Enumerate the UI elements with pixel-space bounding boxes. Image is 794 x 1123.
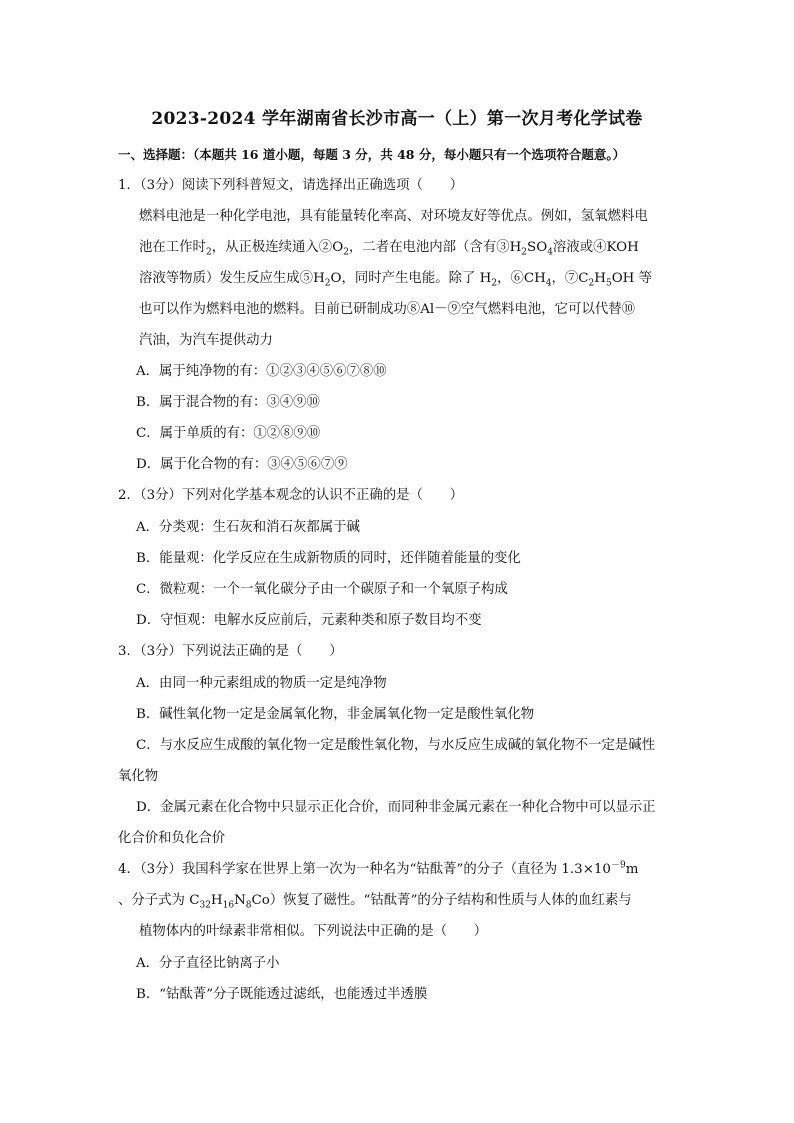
question-2-option-b: B．能量观：化学反应在生成新物质的同时，还伴随着能量的变化 bbox=[136, 551, 521, 566]
question-1-passage-line-1: 燃料电池是一种化学电池，具有能量转化率高、对环境友好等优点。例如，氢氧燃料电 bbox=[139, 209, 648, 224]
section-heading: 一、选择题：（本题共 16 道小题，每题 3 分，共 48 分，每小题只有一个选项符合题意。） bbox=[118, 147, 626, 162]
question-1-stem: 1．（3分）阅读下列科普短文，请选择出正确选项（ ） bbox=[118, 178, 464, 193]
question-1-passage-line-5: 汽油，为汽车提供动力 bbox=[139, 333, 273, 348]
question-4-stem-line-3: 植物体内的叶绿素非常相似。下列说法中正确的是（ ） bbox=[139, 924, 488, 939]
question-4-stem-line-2: 、分子式为 $C_{32}H_{16}N_8Co$）恢复了磁性。“钴酞菁”的分子结构和性质与人体的血红素与 bbox=[118, 893, 632, 911]
question-3-option-a: A．由同一种元素组成的物质一定是纯净物 bbox=[136, 676, 387, 691]
question-3-option-d-line-1: D．金属元素在化合物中只显示正化合价，而同种非金属元素在一种化合物中可以显示正 bbox=[136, 800, 656, 815]
question-1-option-b: B．属于混合物的有：③④⑨⑩ bbox=[136, 395, 320, 410]
question-1-option-d: D．属于化合物的有：③④⑤⑥⑦⑨ bbox=[136, 457, 348, 472]
question-1-option-a: A．属于纯净物的有：①②③④⑤⑥⑦⑧⑩ bbox=[136, 364, 387, 379]
question-1-passage-line-2: 池在工作时$_2$，从正极连续通入$②O_2$，二者在电池内部（含有$③H_2SO_4$溶液或④KOH bbox=[139, 240, 639, 258]
question-3-option-c-line-2: 氧化物 bbox=[118, 769, 159, 784]
question-4-stem-line-1: 4．（3分）我国科学家在世界上第一次为一种名为“钴酞菁”的分子（直径为 $1.3\times 10^{-9}m$ bbox=[118, 860, 639, 877]
question-1-option-c: C．属于单质的有：①②⑧⑨⑩ bbox=[136, 426, 321, 441]
question-4-option-b: B．“钴酞菁”分子既能透过滤纸，也能透过半透膜 bbox=[136, 987, 428, 1002]
page-title: 2023-2024 学年湖南省长沙市高一（上）第一次月考化学试卷 bbox=[151, 109, 643, 129]
question-3-option-b: B．碱性氧化物一定是金属氧化物，非金属氧化物一定是酸性氧化物 bbox=[136, 707, 535, 722]
question-2-stem: 2．（3分）下列对化学基本观念的认识不正确的是（ ） bbox=[118, 488, 464, 503]
question-1-passage-line-3: 溶液等物质）发生反应生成$⑤H_2O$，同时产生电能。除了 $H_2$，$⑥CH_4$，$⑦C_2H_5OH$ 等 bbox=[139, 271, 653, 289]
question-3-option-d-line-2: 化合价和负化合价 bbox=[118, 831, 226, 846]
question-3-stem: 3．（3分）下列说法正确的是（ ） bbox=[118, 644, 343, 659]
question-2-option-a: A．分类观：生石灰和消石灰都属于碱 bbox=[136, 520, 360, 535]
question-4-option-a: A．分子直径比钠离子小 bbox=[136, 956, 280, 971]
question-2-option-d: D．守恒观：电解水反应前后，元素种类和原子数目均不变 bbox=[136, 613, 482, 628]
question-2-option-c: C．微粒观：一个一氧化碳分子由一个碳原子和一个氧原子构成 bbox=[136, 582, 508, 597]
question-3-option-c-line-1: C．与水反应生成酸的氧化物一定是酸性氧化物，与水反应生成碱的氧化物不一定是碱性 bbox=[136, 738, 656, 753]
question-1-passage-line-4: 也可以作为燃料电池的燃料。目前已研制成功⑧Al－⑨空气燃料电池，它可以代替⑩ bbox=[139, 302, 636, 317]
